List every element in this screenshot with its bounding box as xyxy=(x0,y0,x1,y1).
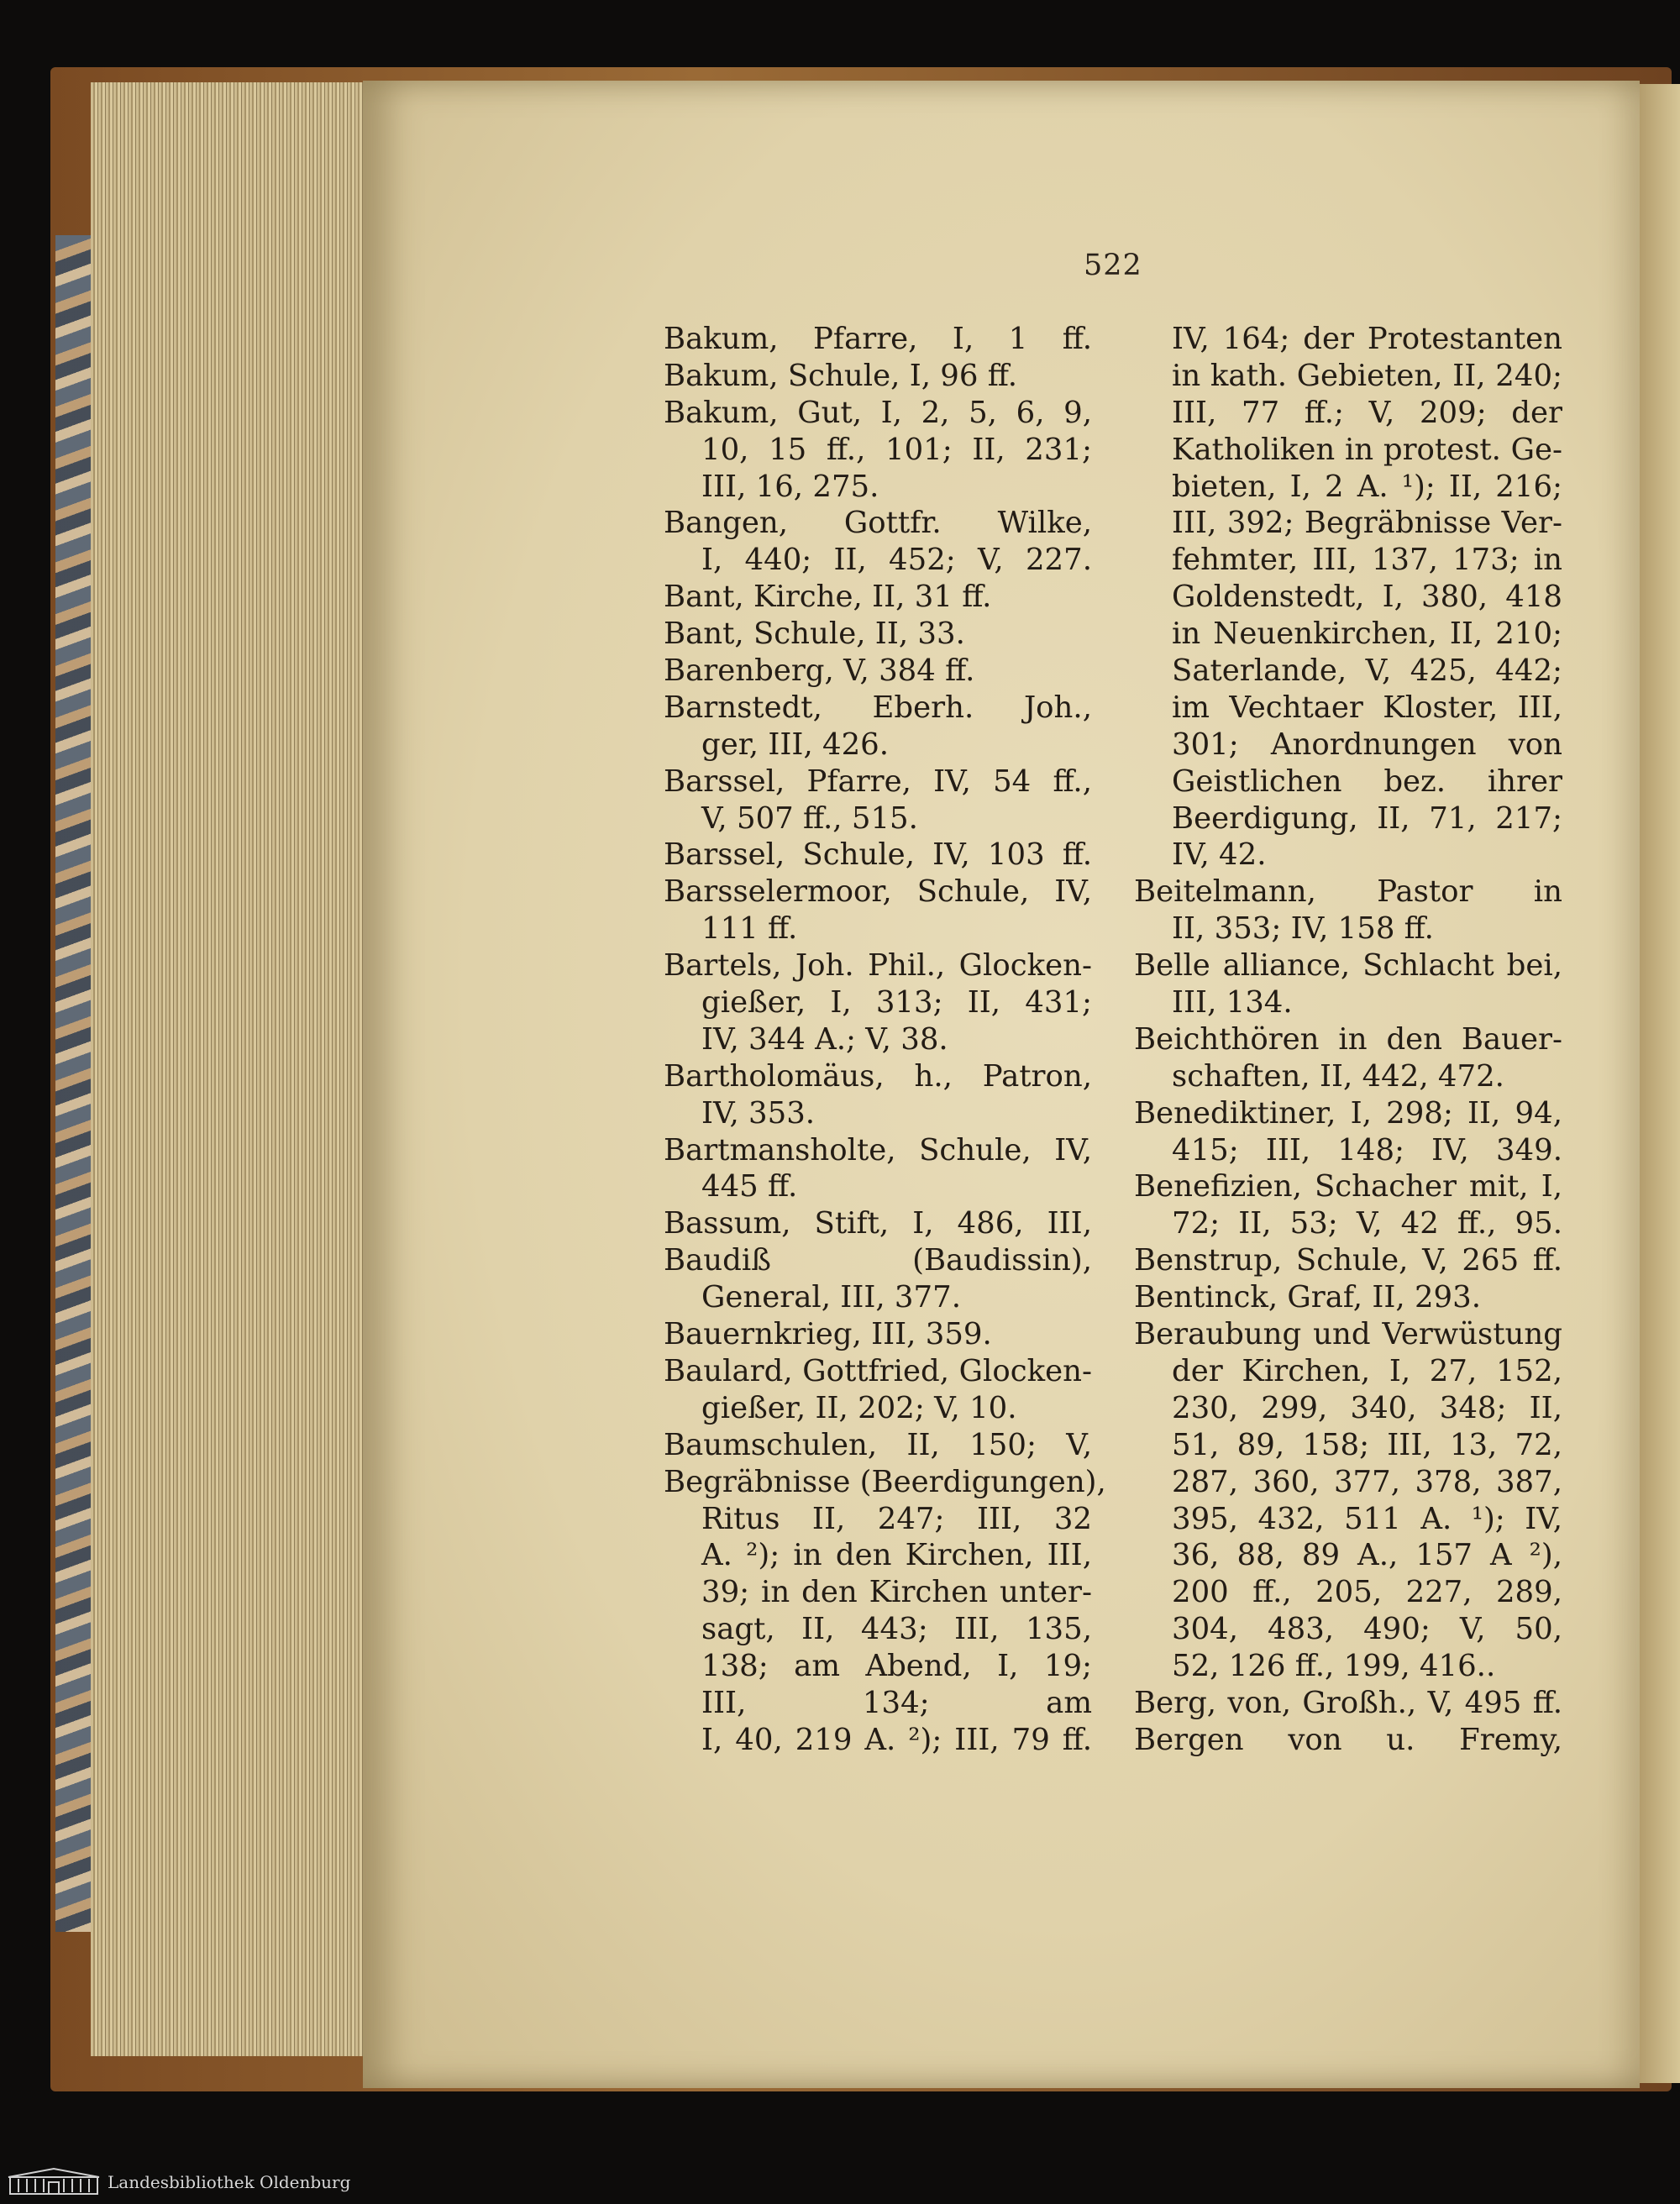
index-column-left xyxy=(664,321,1106,1759)
index-entry-line: Bakum, Gut, I, 2, 5, 6, 9, xyxy=(664,395,1092,430)
index-entry-line: III, 77 ff.; V, 209; der xyxy=(1172,395,1562,430)
index-entry-line: Belle alliance, Schlacht bei, xyxy=(1134,948,1562,984)
index-entry-line: IV, 344 A.; V, 38. xyxy=(701,1021,948,1057)
facing-page-edge xyxy=(1638,84,1680,2083)
index-entry-line: Bartels, Joh. Phil., Glocken- xyxy=(664,948,1092,984)
index-entry-line: III, 392; Begräbnisse Ver- xyxy=(1172,506,1562,541)
index-entry-line: Geistlichen bez. ihrer xyxy=(1172,764,1562,799)
index-entry-line: 230, 299, 340, 348; II, xyxy=(1172,1390,1562,1425)
index-entry-line: 138; am Abend, I, 19; xyxy=(701,1649,1092,1684)
library-building-icon xyxy=(7,2167,101,2197)
index-entry-line: Begräbnisse (Beerdigungen), xyxy=(664,1464,1106,1499)
index-entry-line: Bangen, Gottfr. Wilke, xyxy=(664,506,1092,541)
index-entry-line: 72; II, 53; V, 42 ff., 95. xyxy=(1172,1206,1562,1241)
index-entry-line: Ritus II, 247; III, 32 xyxy=(701,1501,1092,1536)
index-entry-line: in Neuenkirchen, II, 210; xyxy=(1172,617,1562,652)
index-entry-line: fehmter, III, 137, 173; in xyxy=(1172,543,1562,578)
index-entry-line: im Vechtaer Kloster, III, xyxy=(1172,690,1562,725)
page-number: 522 xyxy=(1084,249,1142,282)
index-entry-line: IV, 353. xyxy=(701,1095,816,1131)
index-entry-line: Bakum, Pfarre, I, 1 ff. xyxy=(664,322,1092,356)
index-entry-line: A. ²); in den Kirchen, III, xyxy=(701,1538,1092,1573)
index-entry-line: Goldenstedt, I, 380, 418 xyxy=(1172,580,1562,615)
library-name: Landesbibliothek Oldenburg xyxy=(108,2172,351,2192)
index-entry-line: gießer, II, 202; V, 10. xyxy=(701,1390,1017,1425)
index-entry-line: Bauernkrieg, III, 359. xyxy=(664,1317,992,1352)
index-entry-line: Barsselermoor, Schule, IV, xyxy=(664,874,1092,910)
index-entry-line: General, III, 377. xyxy=(701,1280,961,1315)
index-entry-line: Bassum, Stift, I, 486, III, xyxy=(664,1206,1092,1241)
index-entry-line: sagt, II, 443; III, 135, xyxy=(701,1612,1092,1647)
index-entry-line: 36, 88, 89 A., 157 A ²), xyxy=(1172,1538,1562,1573)
index-entry-line: schaften, II, 442, 472. xyxy=(1172,1058,1504,1094)
index-entry-line: Baudiß (Baudissin), xyxy=(664,1243,1092,1278)
index-entry-line: 445 ff. xyxy=(701,1169,798,1204)
index-entry-line: Saterlande, V, 425, 442; xyxy=(1172,653,1562,689)
index-entry-line: der Kirchen, I, 27, 152, xyxy=(1172,1353,1562,1388)
index-entry-line: Bartholomäus, h., Patron, xyxy=(664,1058,1092,1094)
index-entry-line: Bant, Kirche, II, 31 ff. xyxy=(664,580,992,615)
index-entry-line: 51, 89, 158; III, 13, 72, xyxy=(1172,1427,1562,1462)
index-entry-line: bieten, I, 2 A. ¹); II, 216; xyxy=(1172,469,1562,504)
index-entry-line: Barenberg, V, 384 ff. xyxy=(664,653,975,689)
footer-bar xyxy=(0,2162,1680,2204)
index-entry-line: I, 440; II, 452; V, 227. xyxy=(701,543,1092,578)
index-entry-line: III, 134; am xyxy=(701,1685,1092,1720)
index-entry-line: III, 16, 275. xyxy=(701,469,879,504)
index-entry-line: ger, III, 426. xyxy=(701,727,890,762)
index-entry-line: Barssel, Pfarre, IV, 54 ff., xyxy=(664,764,1092,799)
index-entry-line: 301; Anordnungen von xyxy=(1172,727,1562,762)
index-entry-line: III, 134. xyxy=(1172,985,1293,1021)
index-entry-line: Baulard, Gottfried, Glocken- xyxy=(664,1353,1092,1388)
index-entry-line: Baumschulen, II, 150; V, xyxy=(664,1427,1092,1462)
index-entry-line: 287, 360, 377, 378, 387, xyxy=(1172,1464,1562,1499)
index-entry-line: 395, 432, 511 A. ¹); IV, xyxy=(1172,1501,1562,1536)
index-entry-line: 52, 126 ff., 199, 416.. xyxy=(1172,1649,1496,1684)
index-entry-line: Beerdigung, II, 71, 217; xyxy=(1172,800,1562,836)
index-entry-line: IV, 42. xyxy=(1172,837,1267,873)
index-entry-line: Bant, Schule, II, 33. xyxy=(664,617,965,652)
index-entry-line: Beraubung und Verwüstung xyxy=(1134,1317,1562,1352)
index-entry-line: II, 353; IV, 158 ff. xyxy=(1172,911,1434,947)
index-entry-line: Beichthören in den Bauer- xyxy=(1134,1021,1562,1057)
index-column-right xyxy=(1134,321,1562,1759)
index-entry-line: Bartmansholte, Schule, IV, xyxy=(664,1132,1092,1168)
index-entry-line: Bentinck, Graf, II, 293. xyxy=(1134,1280,1481,1315)
index-entry-line: Benstrup, Schule, V, 265 ff. xyxy=(1134,1243,1562,1278)
index-entry-line: I, 40, 219 A. ²); III, 79 ff. xyxy=(701,1722,1092,1757)
page-edges xyxy=(91,82,370,2056)
index-entry-line: V, 507 ff., 515. xyxy=(701,800,918,836)
index-entry-line: Barnstedt, Eberh. Joh., xyxy=(664,690,1092,725)
index-entry-line: Beitelmann, Pastor in xyxy=(1134,874,1562,910)
index-entry-line: Berg, von, Großh., V, 495 ff. xyxy=(1134,1685,1562,1720)
index-entry-line: 200 ff., 205, 227, 289, xyxy=(1172,1575,1562,1610)
index-entry-line: 39; in den Kirchen unter- xyxy=(701,1575,1092,1610)
index-entry-line: in kath. Gebieten, II, 240; xyxy=(1172,358,1562,393)
index-entry-line: 10, 15 ff., 101; II, 231; xyxy=(701,432,1092,467)
index-entry-line: 415; III, 148; IV, 349. xyxy=(1172,1132,1562,1168)
index-entry-line: IV, 164; der Protestanten xyxy=(1172,322,1562,356)
index-entry-line: 111 ff. xyxy=(701,911,798,947)
index-entry-line: Bakum, Schule, I, 96 ff. xyxy=(664,358,1018,393)
index-entry-line: gießer, I, 313; II, 431; xyxy=(701,985,1092,1021)
index-entry-line: Benediktiner, I, 298; II, 94, xyxy=(1134,1095,1562,1131)
index-entry-line: Benefizien, Schacher mit, I, xyxy=(1134,1169,1562,1204)
index-entry-line: Barssel, Schule, IV, 103 ff. xyxy=(664,837,1092,873)
index-entry-line: Bergen von u. Fremy, xyxy=(1134,1722,1562,1757)
index-entry-line: 304, 483, 490; V, 50, xyxy=(1172,1612,1562,1647)
index-entry-line: Katholiken in protest. Ge- xyxy=(1172,432,1562,467)
